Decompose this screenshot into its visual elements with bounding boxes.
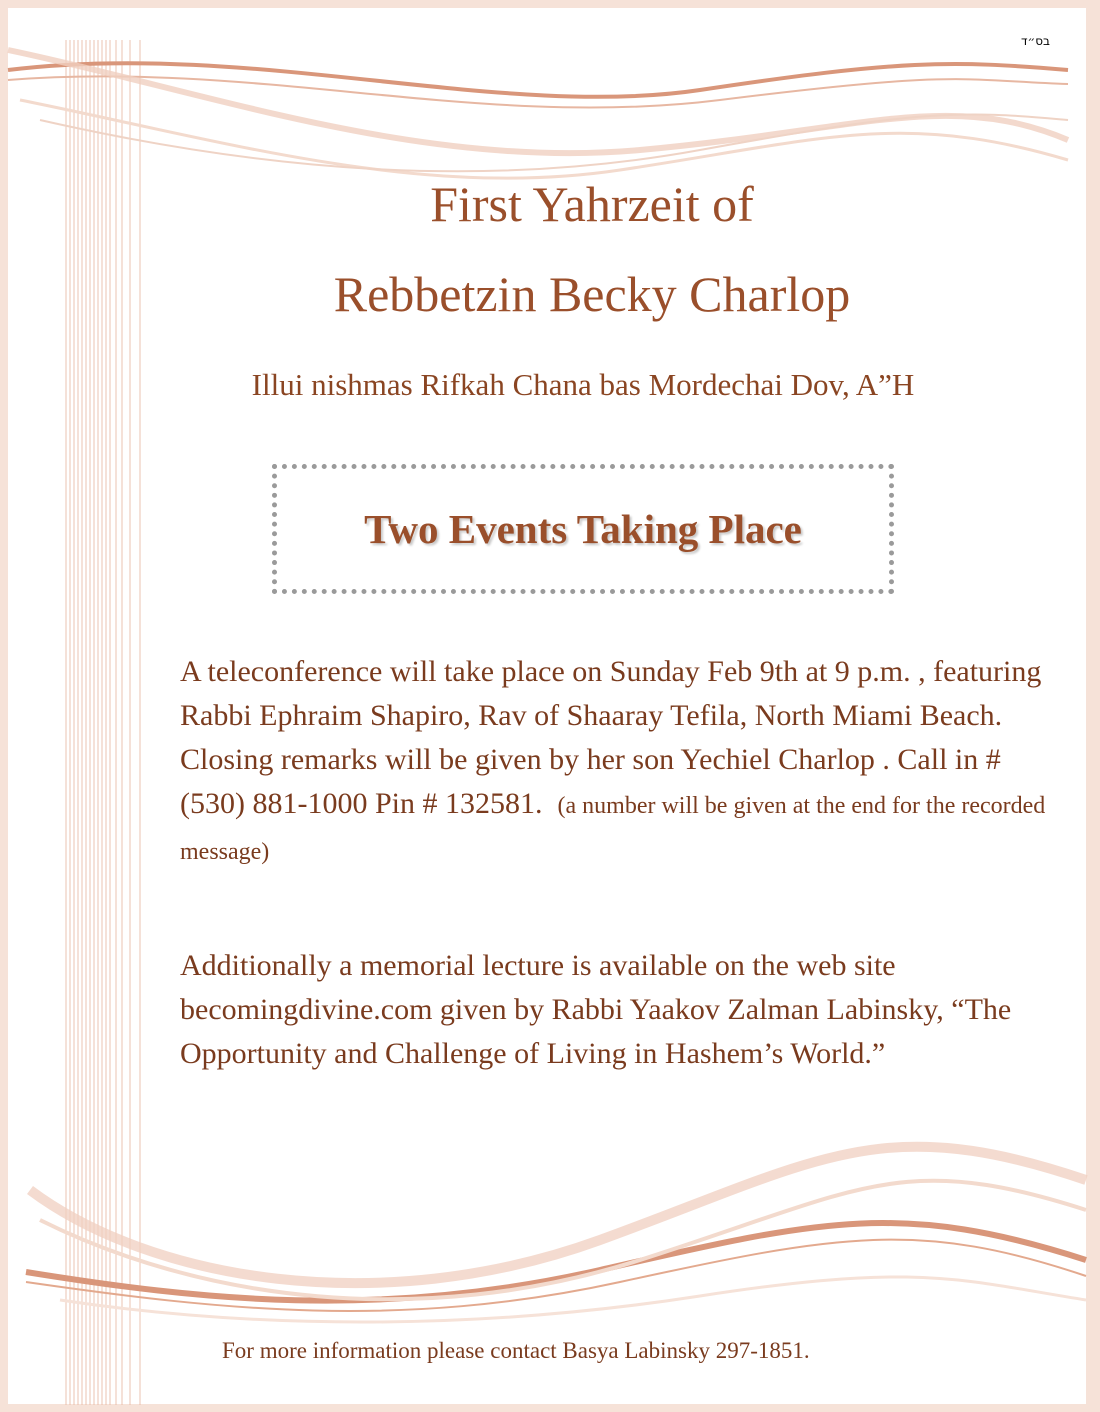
title-line-1: First Yahrzeit of (430, 176, 754, 232)
hebrew-header-mark: בס״ד (1020, 34, 1050, 48)
teleconference-paragraph (180, 650, 1060, 874)
teleconference-text: A teleconference will take place on Sunday Feb 9th at 9 p.m. , featuring Rabbi Ephraim Shapiro, Rav of Shaaray Tefila, North Miami Beach. Closing remarks will be given by her son Yechiel Charlop . Call in # (530) 881-1000 Pin # 132581. (180, 655, 1042, 820)
lecture-paragraph (180, 944, 1060, 1076)
lecture-text: Additionally a memorial lecture is available on the web site becomingdivine.com given by Rabbi Yaakov Zalman Labinsky, “The Opportunity and Challenge of Living in Hashem’s World.” (180, 949, 1012, 1070)
events-heading-box (272, 464, 894, 594)
teleconference-note: (a number will be given at the end for the recorded message) (180, 793, 1046, 865)
events-heading: Two Events Taking Place (364, 506, 802, 552)
dedication-subtitle: Illui nishmas Rifkah Chana bas Mordechai Dov, A”H (251, 367, 915, 402)
title-line-2: Rebbetzin Becky Charlop (333, 266, 851, 322)
contact-footer: For more information please contact Basya Labinsky 297-1851. (222, 1338, 810, 1363)
